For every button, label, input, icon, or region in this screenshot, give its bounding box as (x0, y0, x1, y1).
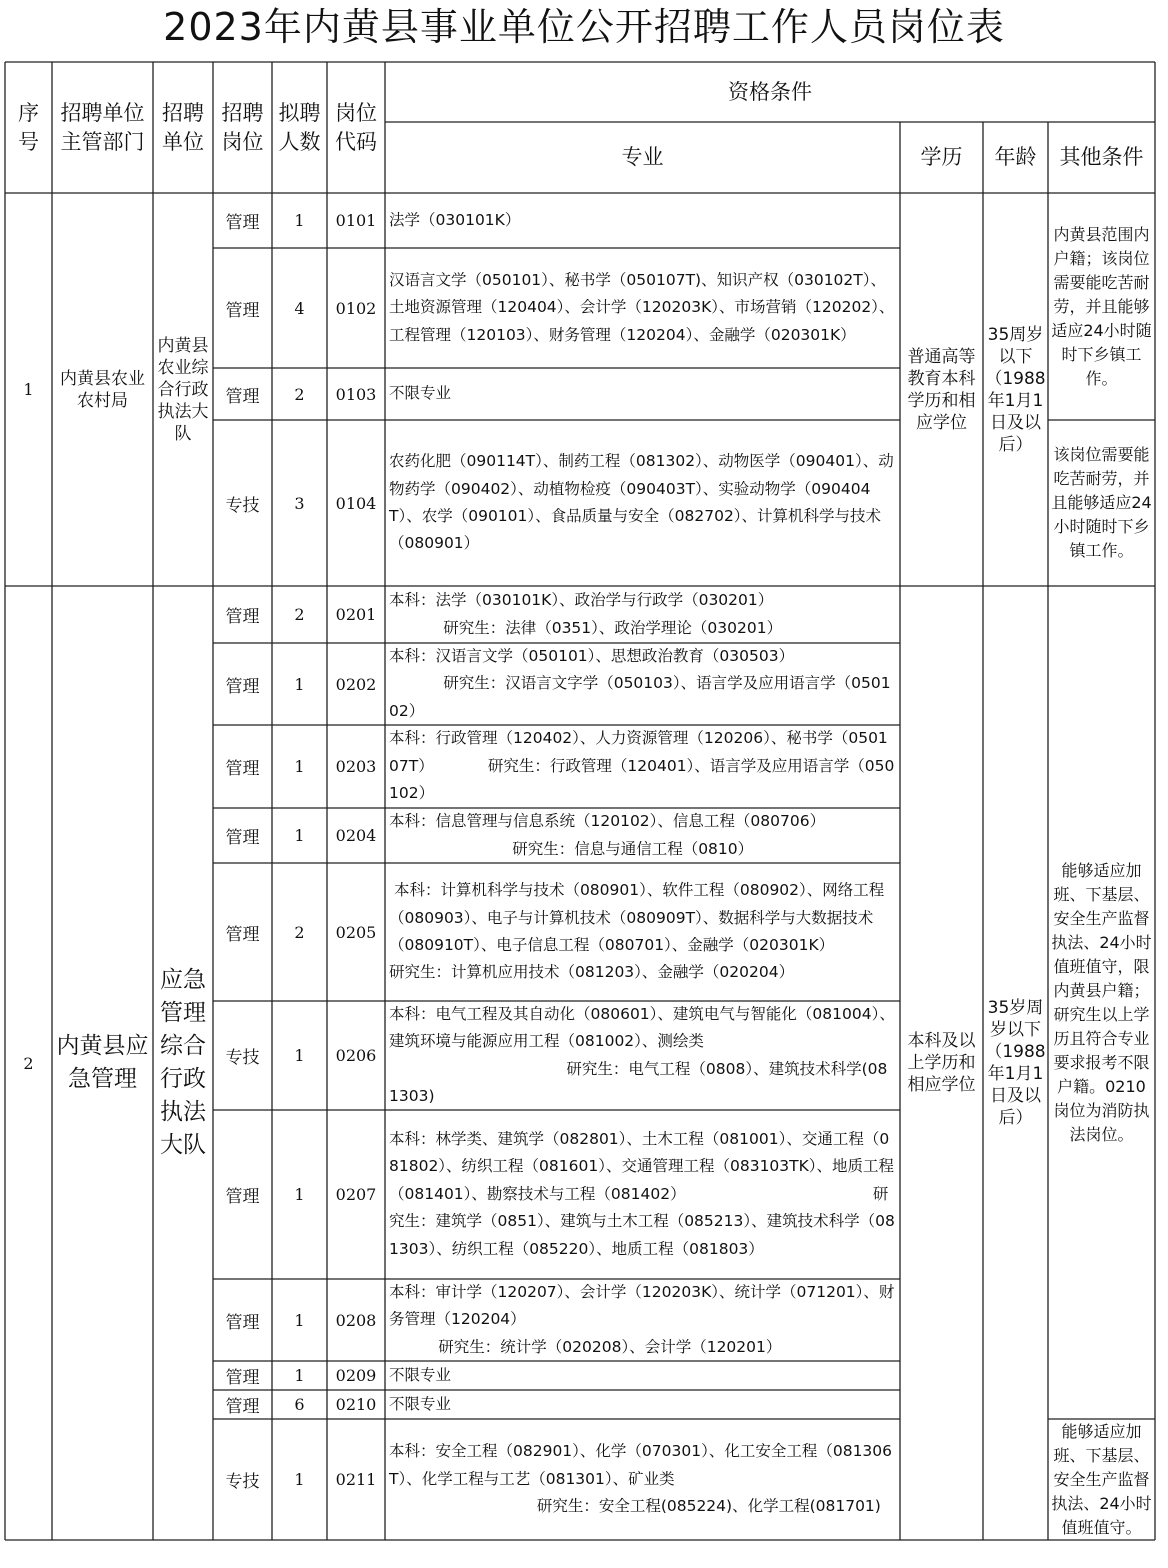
headcount-cell: 6 (294, 1395, 305, 1414)
major-cell: 本科：电气工程及其自动化（080601）、建筑电气与智能化（081004）、建筑环境与能源应用工程（081002）、测绘类 研究生：电气工程（0808）、建筑技术科学(081303) (389, 1004, 895, 1105)
major-cell: 汉语言文学（050101）、秘书学（050107T)、知识产权（030102T）、土地资源管理（120404）、会计学（120203K）、市场营销（120202）、工程管理（120103）、财务管理（120204）、金融学（020301K） (389, 270, 895, 344)
other-conditions-cell: 能够适应加班、下基层、安全生产监督执法、24小时值班值守，限内黄县户籍；研究生以上学历且符合专业要求报考不限户籍。0210岗位为消防执法岗位。 (1051, 860, 1152, 1144)
post-type-cell: 管理 (225, 1187, 260, 1207)
major-cell: 本科：审计学（120207）、会计学（120203K）、统计学（071201）、财务管理（120204） 研究生：统计学（020208）、会计学（120201） (389, 1282, 895, 1356)
major-cell: 不限专业 (389, 1365, 452, 1384)
header-age: 年龄 (994, 145, 1037, 169)
education-cell: 普通高等教育本科学历和相应学位 (907, 346, 976, 433)
headcount-cell: 4 (294, 298, 305, 318)
header-major: 专业 (621, 145, 664, 169)
post-code-cell: 0210 (335, 1395, 377, 1414)
post-type-cell: 专技 (225, 495, 260, 516)
post-code-cell: 0102 (335, 298, 377, 318)
post-type-cell: 管理 (225, 1397, 260, 1417)
headcount-cell: 2 (294, 605, 305, 624)
header-seq: 序号 (18, 100, 39, 154)
post-code-cell: 0103 (335, 384, 377, 404)
unit-cell: 应急管理综合行政执法大队 (160, 967, 206, 1158)
major-cell: 本科：汉语言文学（050101）、思想政治教育（030503） 研究生：汉语言文字学（050103）、语言学及应用语言学（050102） (389, 646, 891, 720)
major-cell: 本科：林学类、建筑学（082801）、土木工程（081001）、交通工程（081802）、纺织工程（081601）、交通管理工程（083103TK）、地质工程（081401）、勘察技术与工程（081402） 研究生：建筑学（0851）、建筑与土木工程（085213）、建筑技术科学（081303）、纺织工程（085220）、地质工程（081803） (389, 1129, 895, 1258)
post-code-cell: 0204 (335, 826, 377, 845)
header-unit: 招聘单位 (162, 100, 204, 154)
header-post: 招聘岗位 (221, 100, 264, 154)
post-type-cell: 管理 (225, 676, 260, 697)
post-code-cell: 0211 (335, 1470, 377, 1489)
major-cell: 本科：信息管理与信息系统（120102）、信息工程（080706） 研究生：信息与通信工程（0810） (389, 812, 826, 858)
education-cell: 本科及以上学历和相应学位 (907, 1031, 976, 1095)
header-qualifications: 资格条件 (728, 79, 812, 104)
seq-cell: 1 (23, 380, 34, 399)
other-conditions-cell: 能够适应加班、下基层、安全生产监督执法、24小时值班值守。 (1051, 1421, 1152, 1537)
headcount-cell: 3 (294, 493, 305, 513)
post-type-cell: 管理 (225, 759, 260, 779)
headcount-cell: 1 (294, 1310, 305, 1330)
post-type-cell: 管理 (225, 924, 260, 945)
post-code-cell: 0203 (335, 757, 377, 776)
department-cell: 内黄县应急管理 (56, 1033, 149, 1092)
post-code-cell: 0201 (335, 605, 377, 624)
headcount-cell: 1 (294, 1470, 305, 1489)
post-type-cell: 专技 (225, 1048, 260, 1068)
major-cell: 法学（030101K） (389, 210, 521, 229)
document-title: 2023年内黄县事业单位公开招聘工作人员岗位表 (163, 5, 1005, 49)
major-cell: 不限专业 (389, 384, 452, 403)
headcount-cell: 1 (294, 1046, 305, 1065)
headcount-cell: 1 (294, 1185, 305, 1204)
age-cell: 35岁周岁以下（1988年1月1日及以后） (985, 998, 1046, 1128)
seq-cell: 2 (23, 1053, 34, 1073)
headcount-cell: 1 (294, 826, 305, 845)
post-type-cell: 管理 (225, 1368, 260, 1388)
age-cell: 35周岁以下（1988年1月1日及以后） (985, 324, 1046, 455)
major-cell: 不限专业 (389, 1394, 452, 1413)
headcount-cell: 1 (294, 674, 305, 694)
post-code-cell: 0209 (335, 1366, 377, 1385)
headcount-cell: 2 (294, 384, 305, 404)
post-type-cell: 专技 (225, 1472, 260, 1492)
major-cell: 本科：计算机科学与技术（080901）、软件工程（080902）、网络工程（080903）、电子与计算机技术（080909T）、数据科学与大数据技术（080910T）、电子信息工程（080701）、金融学（020301K） 研究生：计算机应用技术（081203）、金融学（020204） (389, 881, 1032, 982)
post-type-cell: 管理 (225, 386, 260, 407)
headcount-cell: 1 (294, 211, 305, 230)
post-type-cell: 管理 (225, 300, 260, 321)
headcount-cell: 1 (294, 1366, 305, 1385)
post-code-cell: 0101 (335, 211, 377, 230)
unit-cell: 内黄县农业综合行政执法大队 (157, 335, 209, 444)
post-code-cell: 0205 (335, 922, 377, 942)
department-cell: 内黄县农业农村局 (60, 368, 145, 411)
post-code-cell: 0104 (335, 493, 377, 513)
post-type-cell: 管理 (225, 828, 260, 848)
post-code-cell: 0206 (335, 1046, 377, 1065)
header-count: 拟聘人数 (278, 100, 321, 154)
post-type-cell: 管理 (225, 1312, 260, 1333)
header-code: 岗位代码 (335, 100, 377, 154)
headcount-cell: 1 (294, 757, 305, 776)
major-cell: 本科：行政管理（120402）、人力资源管理（120206）、秘书学（050107T） 研究生：行政管理（120401）、语言学及应用语言学（050102） (389, 729, 895, 803)
post-code-cell: 0202 (335, 674, 377, 694)
major-cell: 本科：法学（030101K）、政治学与行政学（030201） 研究生：法律（0351）、政治学理论（030201） (389, 591, 783, 637)
major-cell: 农药化肥（090114T）、制药工程（081302）、动物医学（090401）、动物药学（090402）、动植物检疫（090403T）、实验动物学（090404T）、农学（090101）、食品质量与安全（082702）、计算机科学与技术（080901） (389, 452, 894, 553)
post-code-cell: 0208 (335, 1310, 377, 1330)
post-code-cell: 0207 (335, 1185, 377, 1204)
headcount-cell: 2 (294, 922, 305, 942)
major-cell: 本科：安全工程（082901）、化学（070301）、化工安全工程（081306T）、化学工程与工艺（081301）、矿业类 研究生：安全工程(085224)、化学工程(081701) (389, 1442, 893, 1516)
other-conditions-cell: 内黄县范围内户籍；该岗位需要能吃苦耐劳，并且能够适应24小时随时下乡镇工作。 (1051, 224, 1152, 388)
header-other: 其他条件 (1059, 145, 1144, 169)
header-education: 学历 (920, 145, 963, 169)
post-type-cell: 管理 (225, 607, 260, 627)
post-type-cell: 管理 (225, 213, 260, 233)
header-dept: 招聘单位主管部门 (60, 100, 145, 154)
other-conditions-cell: 该岗位需要能吃苦耐劳，并且能够适应24小时随时下乡镇工作。 (1051, 445, 1152, 560)
